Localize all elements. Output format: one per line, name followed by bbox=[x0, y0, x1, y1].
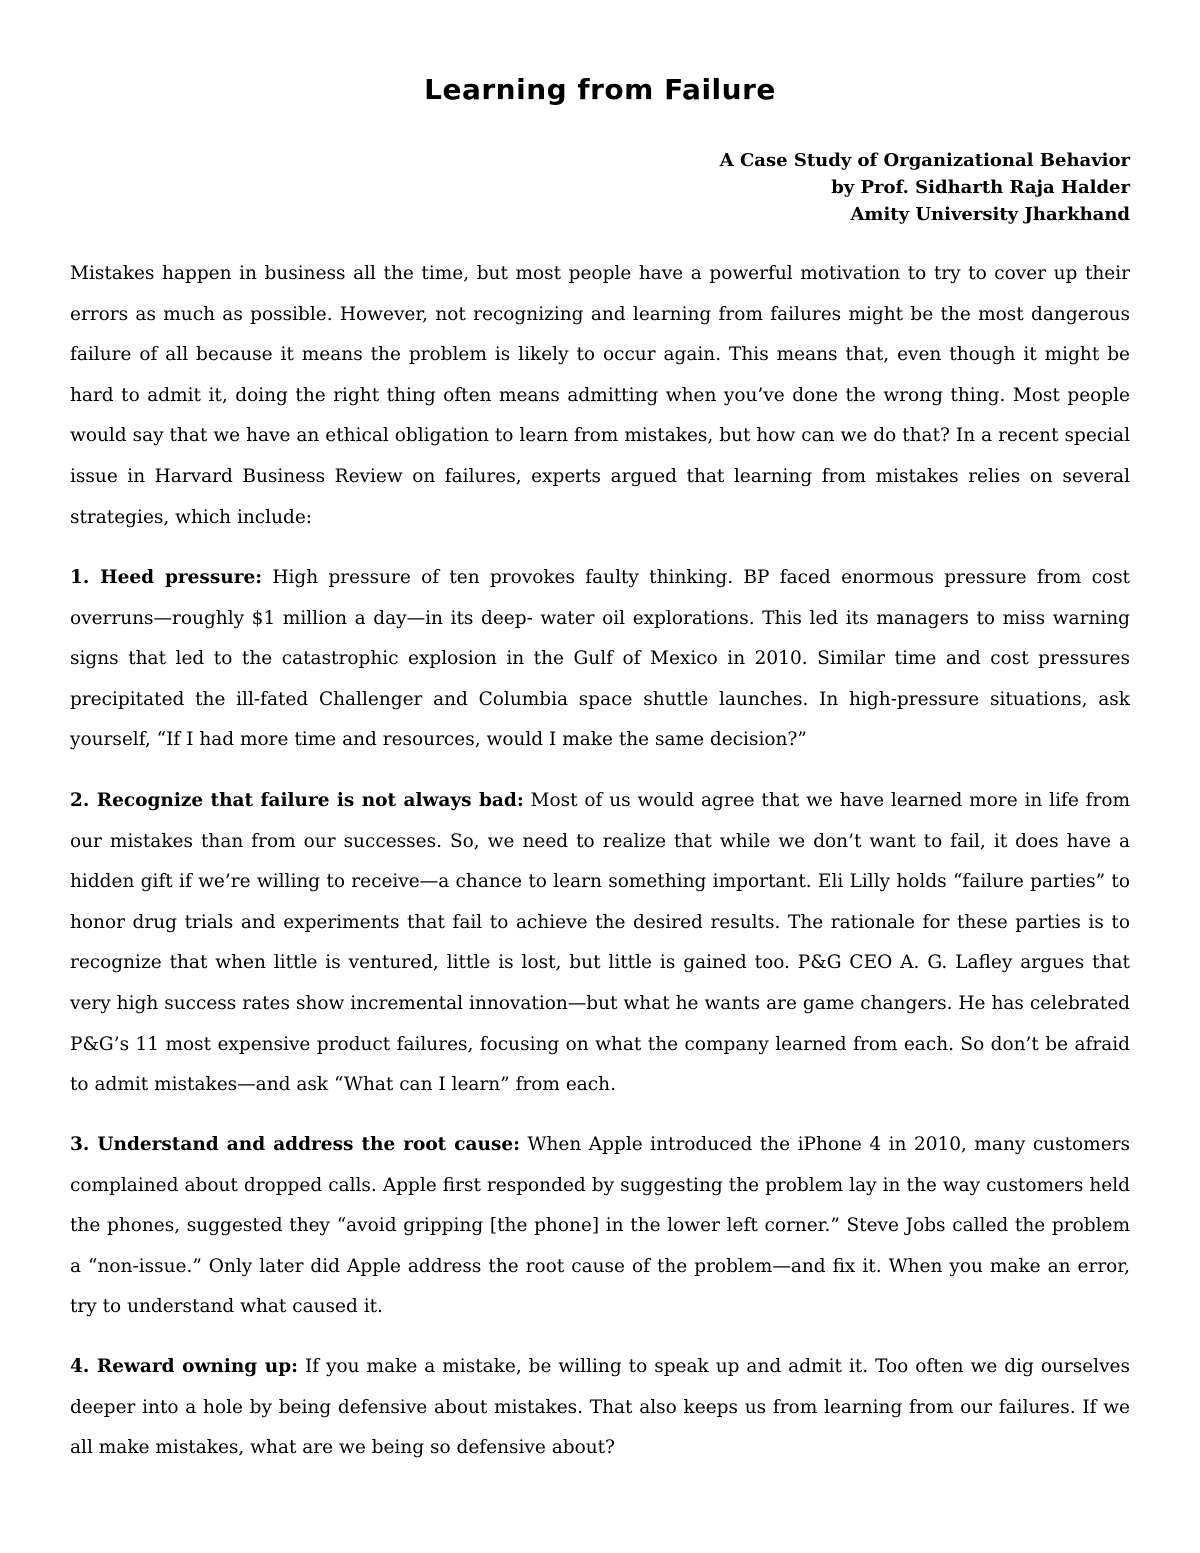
strategy-paragraph-4 bbox=[70, 1347, 1130, 1469]
strategy-paragraph-3 bbox=[70, 1125, 1130, 1328]
strategy-text-4: If you make a mistake, be willing to speak up and admit it. Too often we dig ourselves deeper into a hole by being defensive about mistakes. That also keeps us from learning from our failures. If we all make mistakes, what are we being so defensive about? bbox=[70, 1356, 1130, 1459]
byline-institution: Amity University Jharkhand bbox=[850, 204, 1130, 225]
strategy-heading-1: 1. Heed pressure: bbox=[70, 567, 263, 588]
strategy-paragraph-1 bbox=[70, 558, 1130, 761]
page-title: Learning from Failure bbox=[424, 73, 776, 106]
strategy-heading-2: 2. Recognize that failure is not always bad: bbox=[70, 790, 524, 811]
strategy-paragraph-2 bbox=[70, 781, 1130, 1106]
strategy-heading-4: 4. Reward owning up: bbox=[70, 1356, 298, 1377]
intro-paragraph: Mistakes happen in business all the time, but most people have a powerful motivation to try to cover up their errors as much as possible. However, not recognizing and learning from failures might be the most dangerous failure of all because it means the problem is likely to occur again. This means that, even though it might be hard to admit it, doing the right thing often means admitting when you’ve done the wrong thing. Most people would say that we have an ethical obligation to learn from mistakes, but how can we do that? In a recent special issue in Harvard Business Review on failures, experts argued that learning from mistakes relies on several strategies, which include: bbox=[70, 263, 1130, 528]
strategy-heading-3: 3. Understand and address the root cause: bbox=[70, 1134, 520, 1155]
strategy-text-1: High pressure of ten provokes faulty thinking. BP faced enormous pressure from cost overruns—roughly $1 million a day—in its deep- water oil explorations. This led its managers to miss warning signs that led to the catastrophic explosion in the Gulf of Mexico in 2010. Similar time and cost pressures precipitated the ill-fated Challenger and Columbia space shuttle launches. In high-pressure situations, ask yourself, “If I had more time and resources, would I make the same decision?” bbox=[70, 567, 1130, 751]
byline-author: by Prof. Sidharth Raja Halder bbox=[831, 177, 1130, 198]
strategy-text-3: When Apple introduced the iPhone 4 in 2010, many customers complained about dropped calls. Apple first responded by suggesting the problem lay in the way customers held the phones, suggested they “avoid gripping [the phone] in the lower left corner.” Steve Jobs called the problem a “non-issue.” Only later did Apple address the root cause of the problem—and fix it. When you make an error, try to understand what caused it. bbox=[70, 1134, 1130, 1318]
strategy-text-2: Most of us would agree that we have learned more in life from our mistakes than from our successes. So, we need to realize that while we don’t want to fail, it does have a hidden gift if we’re willing to receive—a chance to learn something important. Eli Lilly holds “failure parties” to honor drug trials and experiments that fail to achieve the desired results. The rationale for these parties is to recognize that when little is ventured, little is lost, but little is gained too. P&G CEO A. G. Lafley argues that very high success rates show incremental innovation—but what he wants are game changers. He has celebrated P&G’s 11 most expensive product failures, focusing on what the company learned from each. So don’t be afraid to admit mistakes—and ask “What can I learn” from each. bbox=[70, 790, 1131, 1096]
byline bbox=[720, 147, 1130, 228]
byline-subtitle: A Case Study of Organizational Behavior bbox=[719, 150, 1130, 171]
